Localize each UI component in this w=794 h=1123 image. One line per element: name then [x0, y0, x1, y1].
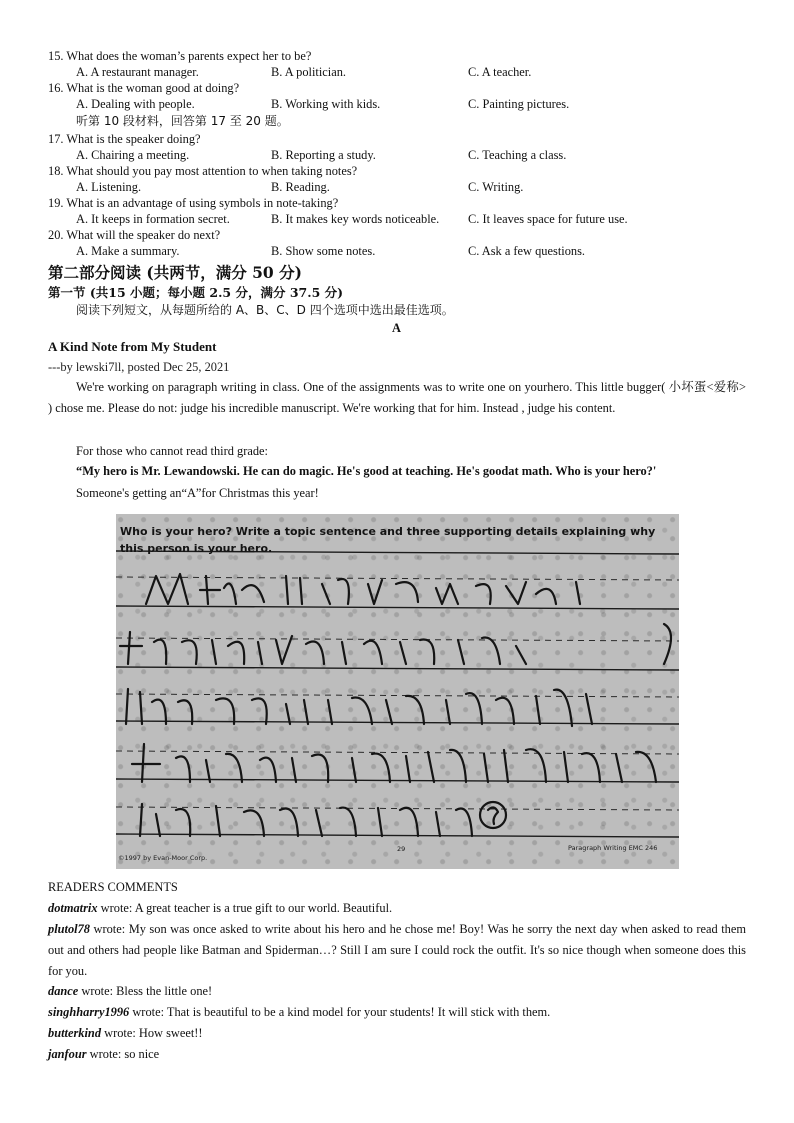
comment-text: wrote: Bless the little one!: [78, 984, 213, 998]
question-17: 17. What is the speaker doing?: [48, 132, 201, 146]
question-16: 16. What is the woman good at doing?: [48, 81, 240, 95]
comment-user: butterkind: [48, 1026, 102, 1040]
comment-user: dotmatrix: [48, 901, 98, 915]
comment-item: [48, 1023, 746, 1044]
third-grade-line: For those who cannot read third grade:: [76, 444, 269, 458]
worksheet-copyright: ©1997 by Evan-Moor Corp.: [118, 854, 208, 862]
passage-label: A: [392, 321, 401, 335]
comment-user: plutol78: [48, 922, 90, 936]
question-18: 18. What should you pay most attention to when taking notes?: [48, 164, 358, 178]
section1-instruction: 阅读下列短文，从每题所给的 A、B、C、D 四个选项中选出最佳选项。: [76, 303, 454, 317]
option-c: C. Writing.: [468, 180, 524, 194]
comment-text: wrote: so nice: [86, 1047, 160, 1061]
option-b: B. Show some notes.: [271, 244, 376, 258]
worksheet-prompt: Who is your hero? Write a topic sentence and three supporting details explaining why this person is your hero.: [120, 525, 656, 555]
worksheet-page-number: 29: [397, 845, 406, 853]
option-b: B. A politician.: [271, 65, 347, 79]
comment-text: wrote: How sweet!!: [101, 1026, 203, 1040]
part2-heading: 第二部分阅读 (共两节，满分 50 分): [48, 263, 302, 282]
listening-note: 听第 10 段材料，回答第 17 至 20 题。: [76, 114, 289, 128]
option-b: B. Reporting a study.: [271, 148, 376, 162]
comment-user: singhharry1996: [48, 1005, 130, 1019]
option-c: C. It leaves space for future use.: [468, 212, 628, 226]
comment-text: wrote: My son was once asked to write about his hero and he chose me! Boy! Was he sorry the next day when asked to read them out and others had people like Batman and Spiderman…? Still I am sure I could rock the outfit. It's so nice though when someone does this for you.: [48, 922, 746, 978]
worksheet-footer-right: Paragraph Writing EMC 246: [568, 844, 658, 852]
option-c: C. Painting pictures.: [468, 97, 570, 111]
question-17-options: [76, 148, 756, 163]
option-a: A. Dealing with people.: [76, 97, 195, 111]
article-byline: ---by lewski7ll, posted Dec 25, 2021: [48, 360, 230, 374]
worksheet-lines: [116, 514, 679, 869]
comment-user: janfour: [48, 1047, 87, 1061]
question-16-options: [76, 97, 756, 112]
comment-item: [48, 919, 746, 982]
worksheet-photo: [116, 514, 679, 869]
comment-item: [48, 1002, 746, 1023]
question-19-options: [76, 212, 756, 227]
option-b: B. Reading.: [271, 180, 330, 194]
option-b: B. Working with kids.: [271, 97, 381, 111]
article-title: A Kind Note from My Student: [48, 339, 217, 354]
option-a: A. A restaurant manager.: [76, 65, 199, 79]
section1-heading: 第一节 (共15 小题；每小题 2.5 分，满分 37.5 分): [48, 285, 344, 300]
comment-text: wrote: That is beautiful to be a kind model for your students! It will stick with them.: [129, 1005, 551, 1019]
comment-item: [48, 898, 746, 919]
question-20: 20. What will the speaker do next?: [48, 228, 221, 242]
comments-header: READERS COMMENTS: [48, 880, 178, 894]
comment-item: [48, 981, 746, 1002]
christmas-line: Someone's getting an“A”for Christmas this year!: [76, 486, 319, 500]
student-quote: “My hero is Mr. Lewandowski. He can do magic. He's good at teaching. He's goodat math. Who is your hero?': [76, 464, 657, 478]
option-c: C. A teacher.: [468, 65, 532, 79]
comment-user: dance: [48, 984, 79, 998]
comment-item: [48, 1044, 746, 1065]
question-20-options: [76, 244, 756, 259]
question-15-options: [76, 65, 756, 80]
option-a: A. Chairing a meeting.: [76, 148, 190, 162]
option-a: A. It keeps in formation secret.: [76, 212, 230, 226]
option-a: A. Listening.: [76, 180, 142, 194]
option-c: C. Teaching a class.: [468, 148, 567, 162]
option-a: A. Make a summary.: [76, 244, 180, 258]
question-18-options: [76, 180, 756, 195]
question-15: 15. What does the woman’s parents expect her to be?: [48, 49, 312, 63]
option-c: C. Ask a few questions.: [468, 244, 586, 258]
option-b: B. It makes key words noticeable.: [271, 212, 440, 226]
question-19: 19. What is an advantage of using symbols in note-taking?: [48, 196, 339, 210]
comment-text: wrote: A great teacher is a true gift to our world. Beautiful.: [97, 901, 393, 915]
article-paragraph: We're working on paragraph writing in class. One of the assignments was to write one on yourhero. This little bugger( 小坏蛋<爱称> ) chose me. Please do not: judge his incredible manuscript. We're working that for him. Instead , judge his content.: [48, 380, 746, 415]
